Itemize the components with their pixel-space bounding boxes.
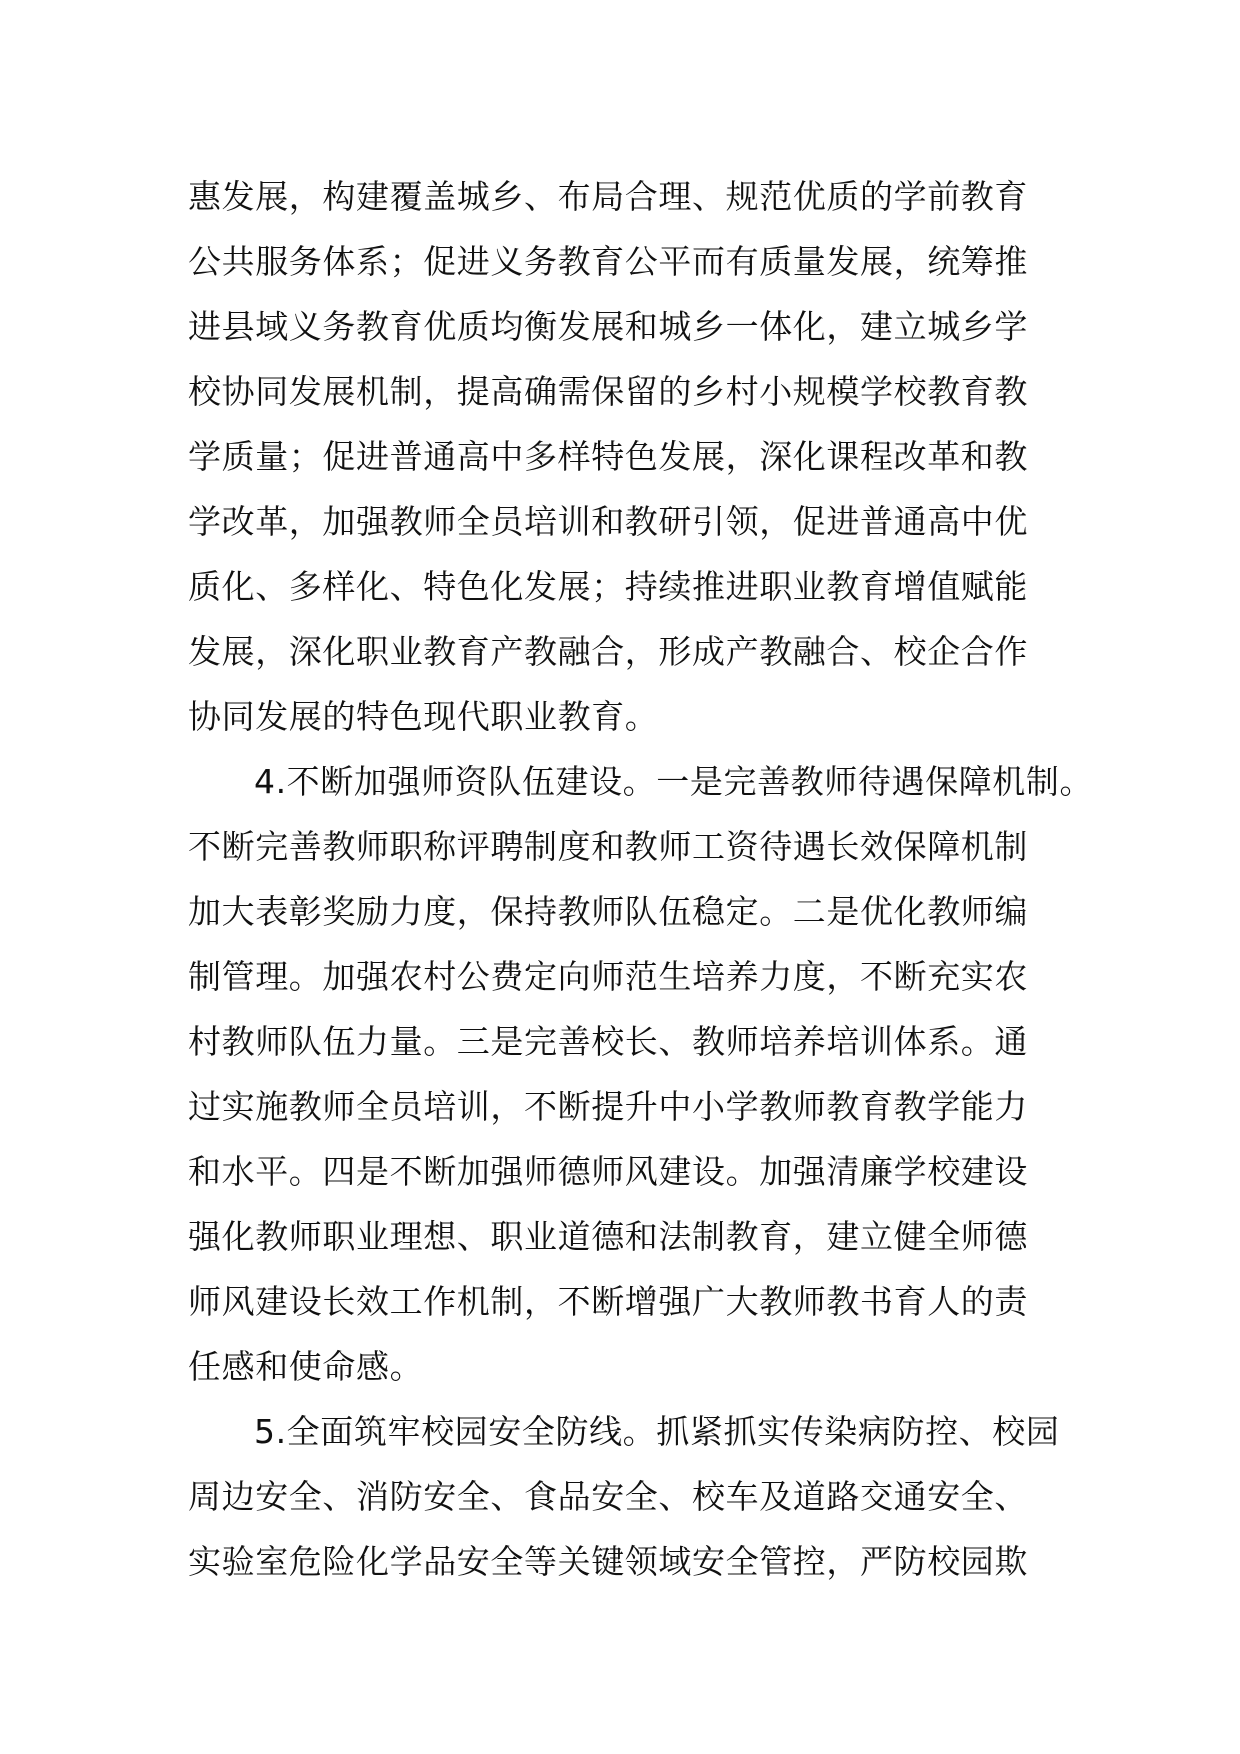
text-line: 实验室危险化学品安全等关键领域安全管控，严防校园欺 (188, 1542, 1028, 1581)
text-line: 制管理。加强农村公费定向师范生培养力度，不断充实农 (188, 957, 1028, 996)
text-line: 惠发展，构建覆盖城乡、布局合理、规范优质的学前教育 (188, 177, 1028, 216)
text-line: 不断完善教师职称评聘制度和教师工资待遇长效保障机制 (188, 827, 1028, 866)
text-line: 加大表彰奖励力度，保持教师队伍稳定。二是优化教师编 (188, 892, 1028, 931)
text-line: 协同发展的特色现代职业教育。 (188, 697, 659, 736)
text-line: 发展，深化职业教育产教融合，形成产教融合、校企合作 (188, 632, 1028, 671)
text-line: 和水平。四是不断加强师德师风建设。加强清廉学校建设 (188, 1152, 1028, 1191)
text-line: 学改革，加强教师全员培训和教研引领，促进普通高中优 (188, 502, 1028, 541)
text-line: 师风建设长效工作机制，不断增强广大教师教书育人的责 (188, 1282, 1028, 1321)
text-line: 周边安全、消防安全、食品安全、校车及道路交通安全、 (188, 1477, 1028, 1516)
text-line: 校协同发展机制，提高确需保留的乡村小规模学校教育教 (188, 372, 1028, 411)
section-heading-line: 4.不断加强师资队伍建设。一是完善教师待遇保障机制。 (254, 762, 1094, 801)
text-line: 进县域义务教育优质均衡发展和城乡一体化，建立城乡学 (188, 307, 1028, 346)
section-heading-line: 5.全面筑牢校园安全防线。抓紧抓实传染病防控、校园 (254, 1412, 1060, 1451)
text-line: 质化、多样化、特色化发展；持续推进职业教育增值赋能 (188, 567, 1028, 606)
body-text (188, 164, 1094, 1594)
text-line: 过实施教师全员培训，不断提升中小学教师教育教学能力 (188, 1087, 1028, 1126)
text-line: 强化教师职业理想、职业道德和法制教育，建立健全师德 (188, 1217, 1028, 1256)
text-line: 公共服务体系；促进义务教育公平而有质量发展，统筹推 (188, 242, 1028, 281)
text-line: 任感和使命感。 (188, 1347, 424, 1386)
text-line: 学质量；促进普通高中多样特色发展，深化课程改革和教 (188, 437, 1028, 476)
text-line: 村教师队伍力量。三是完善校长、教师培养培训体系。通 (188, 1022, 1028, 1061)
